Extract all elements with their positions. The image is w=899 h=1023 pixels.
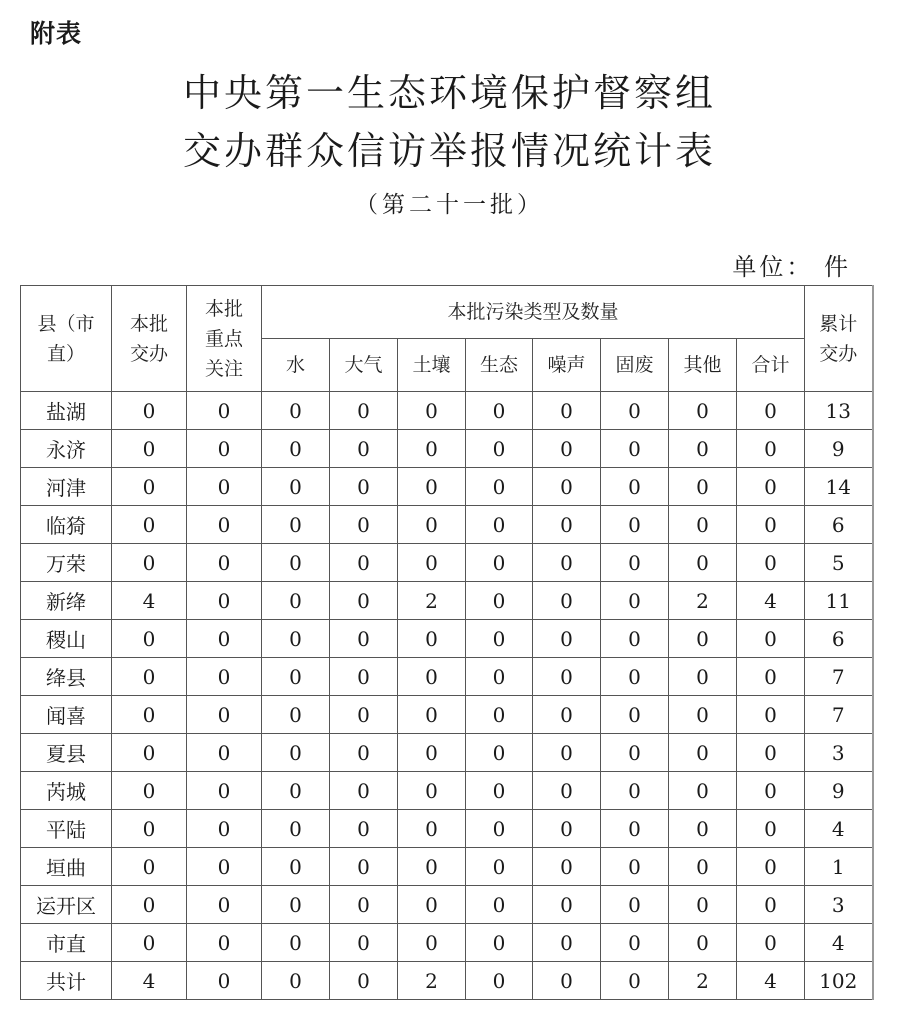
cell-value: 0 xyxy=(330,544,398,582)
cell-value: 0 xyxy=(187,696,262,734)
cell-value: 0 xyxy=(669,810,737,848)
table-body xyxy=(21,392,873,1000)
cell-value: 0 xyxy=(398,924,466,962)
cell-value: 0 xyxy=(262,810,330,848)
cell-county-name: 垣曲 xyxy=(21,848,112,886)
header-pollution-group: 本批污染类型及数量 xyxy=(262,286,805,339)
cell-value: 0 xyxy=(669,544,737,582)
cell-value: 0 xyxy=(398,696,466,734)
cell-county-name: 平陆 xyxy=(21,810,112,848)
cell-value: 0 xyxy=(533,658,601,696)
title-line-2: 交办群众信访举报情况统计表 xyxy=(182,129,716,173)
cell-county-name: 临猗 xyxy=(21,506,112,544)
cell-value: 0 xyxy=(187,924,262,962)
table-row xyxy=(21,430,873,468)
cell-value: 0 xyxy=(601,848,669,886)
cell-value: 0 xyxy=(466,544,533,582)
cell-value: 0 xyxy=(262,962,330,1000)
table-row xyxy=(21,468,873,506)
cell-value: 0 xyxy=(601,544,669,582)
cell-value: 0 xyxy=(601,924,669,962)
cell-value: 0 xyxy=(187,658,262,696)
cell-value: 0 xyxy=(533,582,601,620)
cell-value: 0 xyxy=(601,962,669,1000)
cell-value: 0 xyxy=(112,430,187,468)
cell-value: 0 xyxy=(466,924,533,962)
cell-value: 0 xyxy=(187,544,262,582)
cell-county-name: 闻喜 xyxy=(21,696,112,734)
cell-value: 0 xyxy=(112,810,187,848)
cell-county-name: 盐湖 xyxy=(21,392,112,430)
cell-value: 0 xyxy=(112,392,187,430)
cell-value: 0 xyxy=(187,620,262,658)
cell-value: 0 xyxy=(533,696,601,734)
header-cumulative xyxy=(805,286,873,392)
cell-value: 0 xyxy=(330,962,398,1000)
table-row xyxy=(21,658,873,696)
cell-value: 0 xyxy=(398,886,466,924)
cell-value: 2 xyxy=(398,962,466,1000)
cell-value: 0 xyxy=(669,772,737,810)
cell-county-name: 市直 xyxy=(21,924,112,962)
cell-value: 0 xyxy=(398,430,466,468)
cell-county-name: 河津 xyxy=(21,468,112,506)
cell-value: 4 xyxy=(805,810,873,848)
cell-value: 0 xyxy=(533,620,601,658)
cell-value: 0 xyxy=(737,886,805,924)
cell-value: 0 xyxy=(601,392,669,430)
cell-value: 4 xyxy=(805,924,873,962)
cell-county-name: 新绛 xyxy=(21,582,112,620)
cell-value: 0 xyxy=(112,772,187,810)
cell-value: 0 xyxy=(112,886,187,924)
header-batch-key-focus-label: 本批 重点 关注 xyxy=(204,297,243,380)
cell-county-name: 万荣 xyxy=(21,544,112,582)
cell-value: 5 xyxy=(805,544,873,582)
cell-county-name: 运开区 xyxy=(21,886,112,924)
cell-value: 0 xyxy=(112,620,187,658)
cell-value: 0 xyxy=(262,886,330,924)
cell-value: 0 xyxy=(533,924,601,962)
cell-value: 0 xyxy=(669,696,737,734)
cell-value: 0 xyxy=(112,544,187,582)
cell-value: 0 xyxy=(669,506,737,544)
cell-county-name: 共计 xyxy=(21,962,112,1000)
cell-value: 0 xyxy=(669,658,737,696)
cell-value: 0 xyxy=(533,886,601,924)
cell-value: 0 xyxy=(737,392,805,430)
cell-value: 0 xyxy=(466,696,533,734)
cell-value: 0 xyxy=(262,772,330,810)
cell-value: 0 xyxy=(330,734,398,772)
cell-value: 0 xyxy=(330,696,398,734)
cell-value: 3 xyxy=(805,886,873,924)
cell-value: 0 xyxy=(187,848,262,886)
table-row xyxy=(21,506,873,544)
cell-value: 0 xyxy=(737,658,805,696)
cell-value: 0 xyxy=(330,924,398,962)
cell-value: 0 xyxy=(398,848,466,886)
cell-value: 14 xyxy=(805,468,873,506)
cell-value: 0 xyxy=(262,430,330,468)
cell-value: 0 xyxy=(187,506,262,544)
cell-value: 0 xyxy=(466,810,533,848)
cell-value: 1 xyxy=(805,848,873,886)
cell-value: 0 xyxy=(187,962,262,1000)
table-row xyxy=(21,620,873,658)
cell-value: 0 xyxy=(737,772,805,810)
cell-value: 0 xyxy=(669,620,737,658)
cell-value: 0 xyxy=(398,734,466,772)
cell-value: 0 xyxy=(398,810,466,848)
cell-value: 0 xyxy=(737,696,805,734)
cell-value: 0 xyxy=(601,734,669,772)
cell-value: 0 xyxy=(533,962,601,1000)
cell-value: 0 xyxy=(187,772,262,810)
cell-value: 0 xyxy=(669,468,737,506)
cell-value: 0 xyxy=(601,620,669,658)
table-row xyxy=(21,392,873,430)
cell-value: 0 xyxy=(398,392,466,430)
cell-value: 0 xyxy=(398,468,466,506)
cell-value: 0 xyxy=(187,886,262,924)
table-row xyxy=(21,772,873,810)
cell-value: 0 xyxy=(262,392,330,430)
cell-value: 0 xyxy=(466,620,533,658)
table-row xyxy=(21,582,873,620)
table-row xyxy=(21,696,873,734)
cell-value: 0 xyxy=(187,430,262,468)
cell-value: 0 xyxy=(466,962,533,1000)
header-type-solid-waste: 固废 xyxy=(601,339,669,392)
cell-value: 2 xyxy=(669,962,737,1000)
cell-value: 0 xyxy=(466,734,533,772)
cell-value: 9 xyxy=(805,772,873,810)
header-cumulative-label: 累计 交办 xyxy=(819,312,858,365)
cell-county-name: 永济 xyxy=(21,430,112,468)
attachment-label: 附表 xyxy=(30,19,83,48)
cell-value: 0 xyxy=(533,430,601,468)
cell-county-name: 芮城 xyxy=(21,772,112,810)
cell-value: 11 xyxy=(805,582,873,620)
header-batch-key-focus xyxy=(187,286,262,392)
cell-value: 0 xyxy=(466,772,533,810)
cell-value: 0 xyxy=(533,392,601,430)
header-county-label: 县（市 直） xyxy=(37,312,95,365)
cell-value: 0 xyxy=(330,582,398,620)
header-type-total: 合计 xyxy=(737,339,805,392)
cell-value: 0 xyxy=(262,924,330,962)
cell-value: 9 xyxy=(805,430,873,468)
cell-value: 0 xyxy=(112,658,187,696)
cell-value: 0 xyxy=(187,582,262,620)
cell-value: 0 xyxy=(330,620,398,658)
cell-value: 0 xyxy=(601,810,669,848)
cell-value: 0 xyxy=(737,810,805,848)
cell-value: 4 xyxy=(112,962,187,1000)
cell-value: 7 xyxy=(805,696,873,734)
cell-value: 0 xyxy=(112,696,187,734)
cell-value: 0 xyxy=(187,734,262,772)
cell-value: 0 xyxy=(466,506,533,544)
cell-value: 0 xyxy=(533,848,601,886)
cell-value: 0 xyxy=(262,468,330,506)
cell-value: 0 xyxy=(466,658,533,696)
header-type-ecology: 生态 xyxy=(466,339,533,392)
cell-value: 0 xyxy=(601,430,669,468)
cell-value: 6 xyxy=(805,506,873,544)
cell-value: 0 xyxy=(737,848,805,886)
unit-label: 单位： 件 xyxy=(732,253,851,281)
cell-value: 0 xyxy=(601,582,669,620)
cell-value: 0 xyxy=(262,848,330,886)
cell-value: 0 xyxy=(398,506,466,544)
cell-value: 0 xyxy=(669,848,737,886)
cell-value: 0 xyxy=(737,506,805,544)
cell-value: 0 xyxy=(262,582,330,620)
cell-value: 0 xyxy=(669,734,737,772)
header-type-other: 其他 xyxy=(669,339,737,392)
cell-value: 0 xyxy=(112,734,187,772)
header-type-noise: 噪声 xyxy=(533,339,601,392)
cell-value: 0 xyxy=(601,886,669,924)
cell-value: 0 xyxy=(262,506,330,544)
cell-value: 7 xyxy=(805,658,873,696)
cell-value: 4 xyxy=(112,582,187,620)
header-batch-assigned-label: 本批 交办 xyxy=(129,312,168,365)
cell-value: 0 xyxy=(669,430,737,468)
cell-county-name: 绛县 xyxy=(21,658,112,696)
cell-value: 4 xyxy=(737,582,805,620)
cell-value: 0 xyxy=(737,430,805,468)
cell-value: 13 xyxy=(805,392,873,430)
cell-value: 0 xyxy=(262,658,330,696)
cell-value: 0 xyxy=(466,392,533,430)
cell-value: 0 xyxy=(737,734,805,772)
table-row xyxy=(21,924,873,962)
cell-value: 0 xyxy=(112,924,187,962)
cell-value: 2 xyxy=(669,582,737,620)
cell-value: 0 xyxy=(737,924,805,962)
header-type-water: 水 xyxy=(262,339,330,392)
cell-value: 0 xyxy=(533,734,601,772)
table-row xyxy=(21,848,873,886)
cell-value: 0 xyxy=(533,772,601,810)
cell-value: 0 xyxy=(330,848,398,886)
cell-value: 4 xyxy=(737,962,805,1000)
cell-value: 2 xyxy=(398,582,466,620)
cell-value: 0 xyxy=(112,468,187,506)
header-batch-assigned xyxy=(112,286,187,392)
header-type-soil: 土壤 xyxy=(398,339,466,392)
cell-value: 0 xyxy=(601,658,669,696)
cell-value: 0 xyxy=(112,848,187,886)
cell-value: 0 xyxy=(112,506,187,544)
header-type-air: 大气 xyxy=(330,339,398,392)
cell-county-name: 稷山 xyxy=(21,620,112,658)
cell-value: 0 xyxy=(262,544,330,582)
cell-value: 0 xyxy=(737,468,805,506)
header-county xyxy=(21,286,112,392)
table-row xyxy=(21,544,873,582)
cell-value: 0 xyxy=(330,468,398,506)
cell-value: 0 xyxy=(669,392,737,430)
cell-value: 0 xyxy=(262,620,330,658)
batch-label: （第二十一批） xyxy=(355,192,544,218)
cell-value: 0 xyxy=(262,734,330,772)
cell-value: 0 xyxy=(398,620,466,658)
cell-value: 0 xyxy=(398,544,466,582)
cell-value: 0 xyxy=(398,658,466,696)
cell-value: 0 xyxy=(466,468,533,506)
title-line-1: 中央第一生态环境保护督察组 xyxy=(182,71,716,115)
cell-value: 0 xyxy=(533,506,601,544)
cell-value: 0 xyxy=(187,468,262,506)
cell-county-name: 夏县 xyxy=(21,734,112,772)
cell-value: 0 xyxy=(330,810,398,848)
cell-value: 0 xyxy=(601,696,669,734)
table-row xyxy=(21,734,873,772)
cell-value: 0 xyxy=(330,392,398,430)
cell-value: 6 xyxy=(805,620,873,658)
cell-value: 3 xyxy=(805,734,873,772)
cell-value: 0 xyxy=(601,468,669,506)
statistics-table xyxy=(20,285,874,1000)
cell-value: 0 xyxy=(187,810,262,848)
cell-value: 0 xyxy=(737,544,805,582)
cell-value: 0 xyxy=(737,620,805,658)
cell-value: 0 xyxy=(330,506,398,544)
cell-value: 0 xyxy=(330,886,398,924)
cell-value: 0 xyxy=(466,848,533,886)
cell-value: 0 xyxy=(669,886,737,924)
cell-value: 0 xyxy=(533,468,601,506)
table-row-total xyxy=(21,962,873,1000)
cell-value: 0 xyxy=(669,924,737,962)
cell-value: 0 xyxy=(330,772,398,810)
cell-value: 0 xyxy=(398,772,466,810)
table-row xyxy=(21,810,873,848)
cell-value: 0 xyxy=(533,544,601,582)
cell-value: 0 xyxy=(466,582,533,620)
cell-value: 0 xyxy=(330,658,398,696)
cell-value: 0 xyxy=(601,506,669,544)
cell-value: 102 xyxy=(805,962,873,1000)
cell-value: 0 xyxy=(533,810,601,848)
cell-value: 0 xyxy=(601,772,669,810)
cell-value: 0 xyxy=(466,886,533,924)
table-row xyxy=(21,886,873,924)
cell-value: 0 xyxy=(330,430,398,468)
cell-value: 0 xyxy=(466,430,533,468)
cell-value: 0 xyxy=(262,696,330,734)
cell-value: 0 xyxy=(187,392,262,430)
